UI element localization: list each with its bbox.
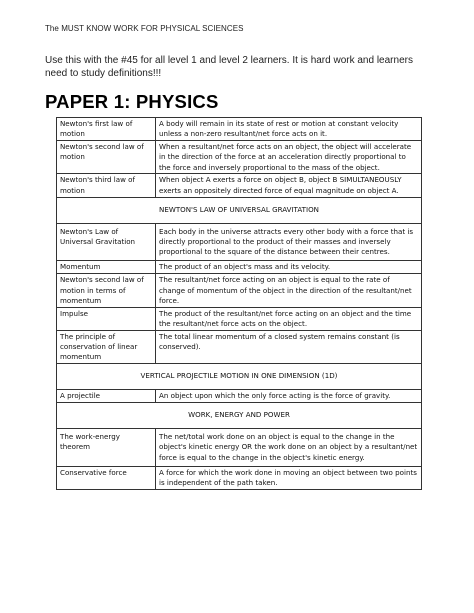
page-header: The MUST KNOW WORK FOR PHYSICAL SCIENCES [45,24,244,33]
definitions-table [56,117,422,490]
section-heading: WORK, ENERGY AND POWER [57,402,422,428]
section-heading: NEWTON'S LAW OF UNIVERSAL GRAVITATION [57,197,422,223]
definition-cell: When a resultant/net force acts on an object, the object will accelerate in the direction of the force at an acceleration directly proportional to the force and inversely proportional to the mass of the object. [156,141,422,174]
term-cell: Newton's Law of Universal Gravitation [57,223,156,261]
table-row [57,174,422,197]
definition-cell: A force for which the work done in moving an object between two points is independent of the path taken. [156,466,422,489]
definition-cell: The product of an object's mass and its velocity. [156,261,422,274]
term-cell: Newton's first law of motion [57,118,156,141]
intro-paragraph: Use this with the #45 for all level 1 and level 2 learners. It is hard work and learners need to study definitions!!! [45,55,413,79]
term-cell: Momentum [57,261,156,274]
table-row [57,330,422,363]
definition-cell: Each body in the universe attracts every other body with a force that is directly proportional to the product of their masses and inversely proportional to the square of the distance between their centres. [156,223,422,261]
table-row [57,261,422,274]
term-cell: Newton's third law of motion [57,174,156,197]
section-heading-row [57,197,422,223]
term-cell: The work-energy theorem [57,428,156,466]
definition-cell: When object A exerts a force on object B, object B SIMULTANEOUSLY exerts an oppositely directed force of equal magnitude on object A. [156,174,422,197]
section-heading-row [57,402,422,428]
table-row [57,390,422,403]
table-row [57,118,422,141]
definition-cell: The total linear momentum of a closed system remains constant (is conserved). [156,330,422,363]
definition-cell: A body will remain in its state of rest or motion at constant velocity unless a non-zero resultant/net force acts on it. [156,118,422,141]
paper-title: PAPER 1: PHYSICS [45,91,219,112]
term-cell: Newton's second law of motion [57,141,156,174]
definition-cell: The net/total work done on an object is equal to the change in the object's kinetic energy OR the work done on an object by a resultant/net force is equal to the change in the object's kinetic energy. [156,428,422,466]
definition-cell: An object upon which the only force acting is the force of gravity. [156,390,422,403]
term-cell: Conservative force [57,466,156,489]
section-heading-row [57,364,422,390]
table-row [57,428,422,466]
table-row [57,141,422,174]
table-row [57,274,422,307]
term-cell: Impulse [57,307,156,330]
table-row [57,223,422,261]
term-cell: A projectile [57,390,156,403]
table-row [57,466,422,489]
term-cell: The principle of conservation of linear momentum [57,330,156,363]
definition-cell: The resultant/net force acting on an object is equal to the rate of change of momentum of the object in the direction of the resultant/net force. [156,274,422,307]
table-row [57,307,422,330]
section-heading: VERTICAL PROJECTILE MOTION IN ONE DIMENSION (1D) [57,364,422,390]
term-cell: Newton's second law of motion in terms of momentum [57,274,156,307]
definition-cell: The product of the resultant/net force acting on an object and the time the resultant/net force acts on the object. [156,307,422,330]
